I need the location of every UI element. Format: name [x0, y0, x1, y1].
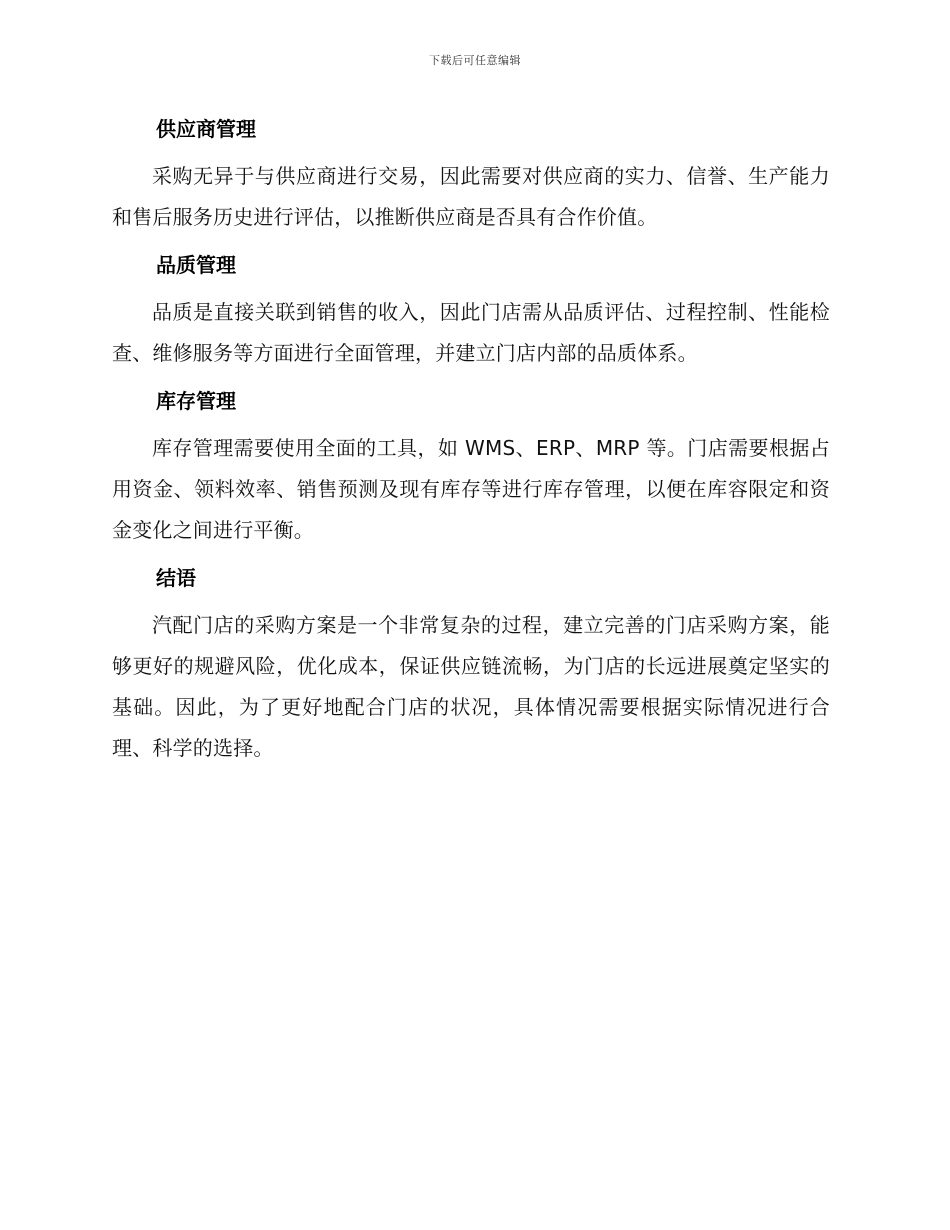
section-paragraph: 品质是直接关联到销售的收入，因此门店需从品质评估、过程控制、性能检查、维修服务等方面进行全面管理，并建立门店内部的品质体系。: [112, 300, 830, 365]
document-content: [112, 110, 830, 777]
section-heading: 供应商管理: [156, 117, 256, 141]
section-paragraph: 汽配门店的采购方案是一个非常复杂的过程，建立完善的门店采购方案，能够更好的规避风险，优化成本，保证供应链流畅，为门店的长远进展奠定坚实的基础。因此，为了更好地配合门店的状况，具体情况需要根据实际情况进行合理、科学的选择。: [112, 613, 830, 760]
section-supplier-management: [112, 110, 830, 238]
section-heading: 品质管理: [156, 253, 236, 277]
section-quality-management: [112, 246, 830, 374]
section-inventory-management: [112, 382, 830, 551]
section-paragraph: 采购无异于与供应商进行交易，因此需要对供应商的实力、信誉、生产能力和售后服务历史进行评估，以推断供应商是否具有合作价值。: [112, 164, 830, 229]
section-heading: 结语: [156, 566, 196, 590]
header-note: 下载后可任意编辑: [429, 54, 521, 67]
section-heading: 库存管理: [156, 389, 236, 413]
section-conclusion: [112, 559, 830, 769]
section-paragraph: 库存管理需要使用全面的工具，如 WMS、ERP、MRP 等。门店需要根据占用资金、领料效率、销售预测及现有库存等进行库存管理，以便在库容限定和资金变化之间进行平衡。: [112, 436, 830, 542]
